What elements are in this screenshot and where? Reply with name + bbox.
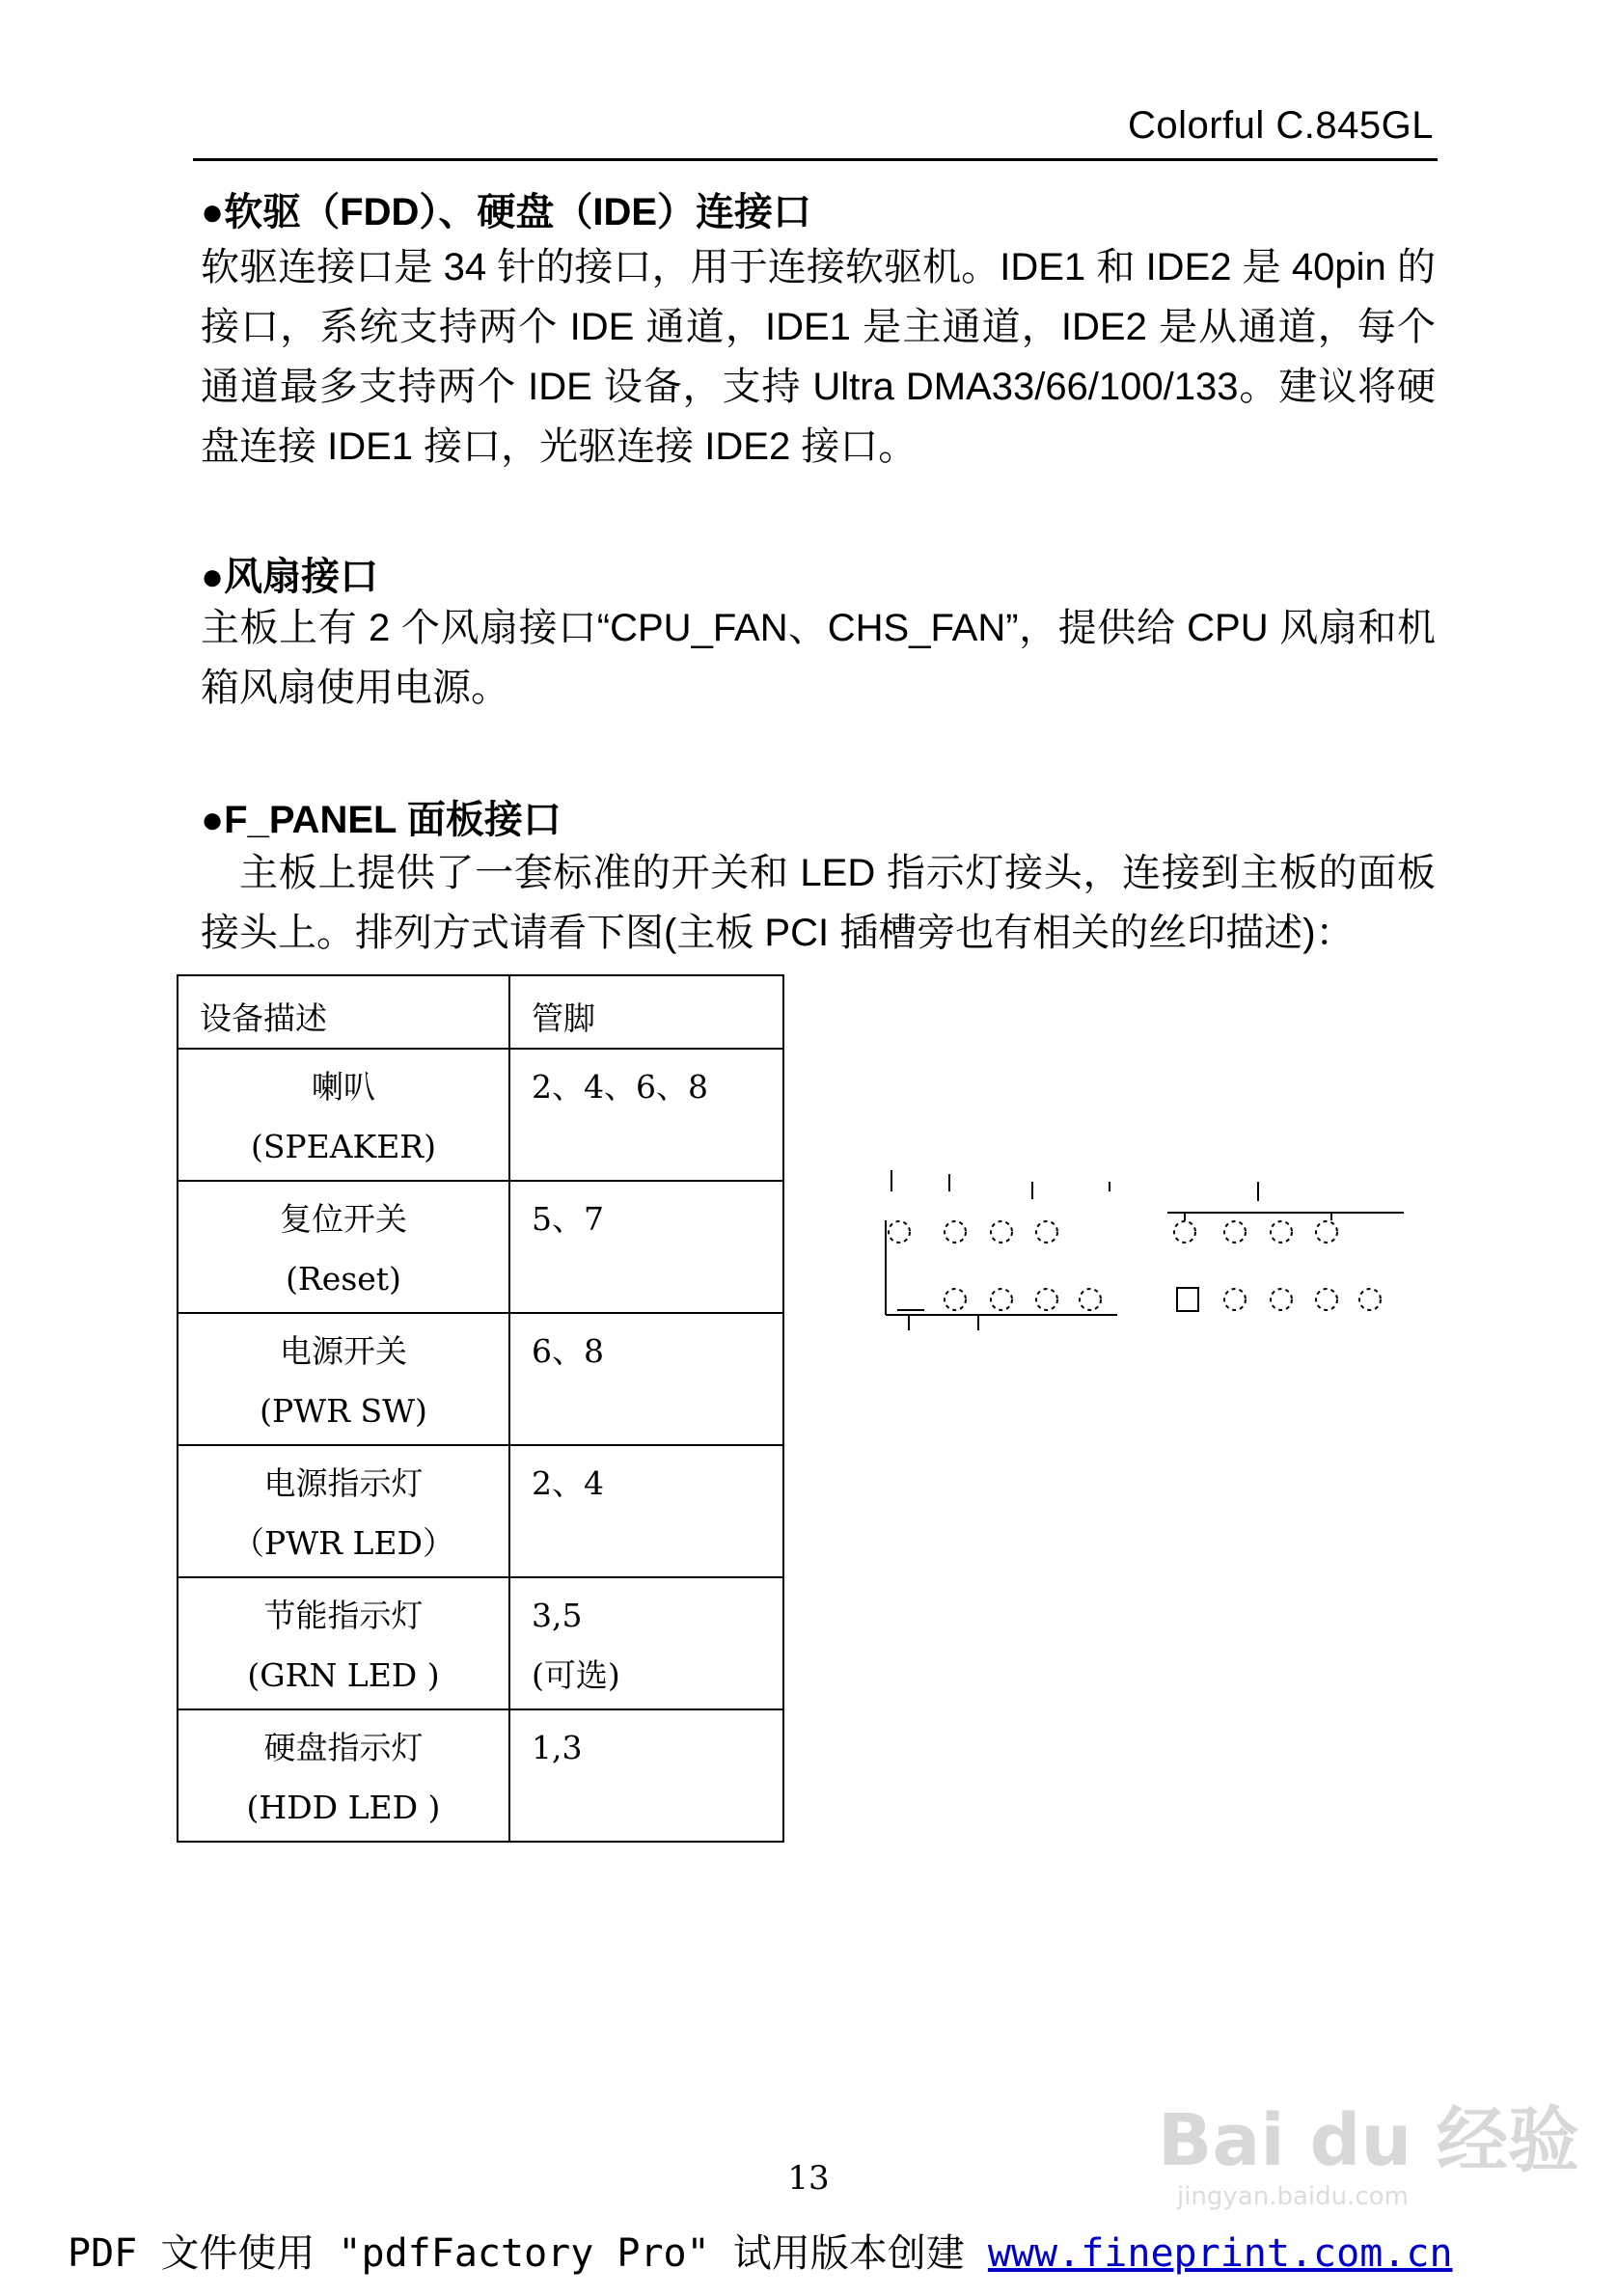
device-cell: 节能指示灯 (GRN LED ) xyxy=(178,1577,509,1709)
header-rule xyxy=(193,158,1438,161)
table-header-pins: 管脚 xyxy=(509,975,783,1049)
baidu-watermark-logo: Bai du 经验 xyxy=(1158,2099,1579,2182)
device-cell: 喇叭 (SPEAKER) xyxy=(178,1049,509,1181)
footer-link[interactable]: www.fineprint.com.cn xyxy=(987,2231,1453,2276)
pins-cell: 6、8 xyxy=(509,1313,783,1445)
pins-cell: 2、4 xyxy=(509,1445,783,1577)
device-cell: 电源开关 (PWR SW) xyxy=(178,1313,509,1445)
device-cell: 硬盘指示灯 (HDD LED ) xyxy=(178,1709,509,1842)
table-row xyxy=(178,1313,783,1445)
table-row xyxy=(178,1049,783,1181)
footer xyxy=(68,2223,1453,2278)
section-fpanel-heading: ●F_PANEL 面板接口 xyxy=(201,799,562,841)
table-row xyxy=(178,1181,783,1313)
pins-cell: 2、4、6、8 xyxy=(509,1049,783,1181)
panel-header-diagram xyxy=(849,1153,1409,1384)
table-header-device: 设备描述 xyxy=(178,975,509,1049)
pin-table xyxy=(177,974,784,1843)
device-cell: 电源指示灯 （PWR LED） xyxy=(178,1445,509,1577)
section-fan-body: 主板上有 2 个风扇接口“CPU_FAN、CHS_FAN”，提供给 CPU 风扇和机箱风扇使用电源。 xyxy=(201,607,1436,709)
table-row xyxy=(178,1709,783,1842)
table-row xyxy=(178,1445,783,1577)
page-number: 13 xyxy=(787,2159,830,2198)
table-row xyxy=(178,1577,783,1709)
section-fdd-ide-heading: ●软驱（FDD）、硬盘（IDE）连接口 xyxy=(201,191,812,233)
baidu-watermark-url: jingyan.baidu.com xyxy=(1177,2182,1409,2211)
device-cell: 复位开关 (Reset) xyxy=(178,1181,509,1313)
section-fpanel-body: 主板上提供了一套标准的开关和 LED 指示灯接头，连接到主板的面板接头上。排列方式请看下图(主板 PCI 插槽旁也有相关的丝印描述)： xyxy=(201,852,1436,954)
section-fdd-ide-body: 软驱连接口是 34 针的接口，用于连接软驱机。IDE1 和 IDE2 是 40pin 的接口，系统支持两个 IDE 通道，IDE1 是主通道，IDE2 是从通道，每个通道最多支持两个 IDE 设备，支持 Ultra DMA33/66/100/133。建议将硬盘连接 IDE1 接口，光驱连接 IDE2 接口。 xyxy=(201,246,1436,468)
pins-cell: 5、7 xyxy=(509,1181,783,1313)
footer-text: PDF 文件使用 "pdfFactory Pro" 试用版本创建 xyxy=(68,2231,988,2276)
pins-cell: 3,5 (可选) xyxy=(509,1577,783,1709)
header-title: Colorful C.845GL xyxy=(1127,104,1434,147)
table-header-row xyxy=(178,975,783,1049)
section-fan-heading: ●风扇接口 xyxy=(201,556,379,598)
pins-cell: 1,3 xyxy=(509,1709,783,1842)
